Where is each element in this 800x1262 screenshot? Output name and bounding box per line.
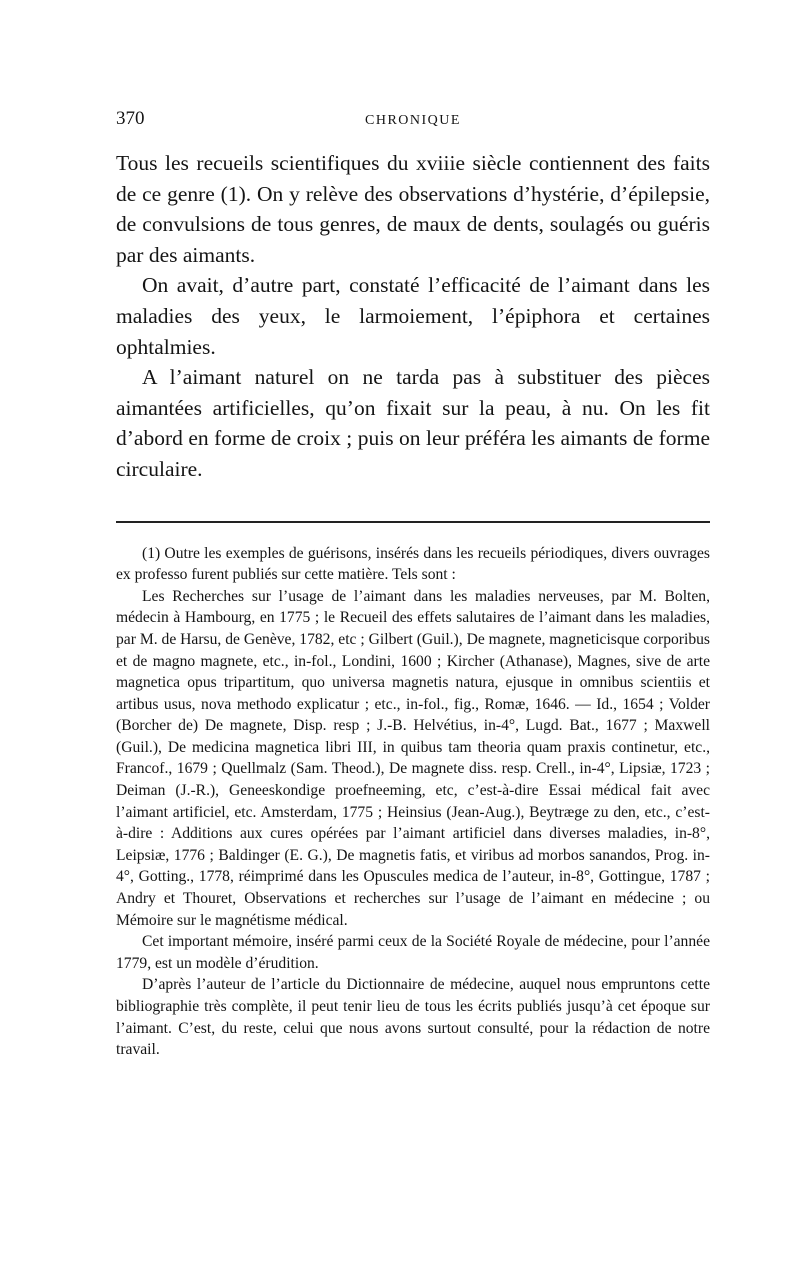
footnote-divider: [116, 521, 710, 523]
running-title: CHRONIQUE: [365, 113, 461, 128]
footnote-intro: (1) Outre les exemples de guérisons, insérés dans les recueils périodiques, divers ouvrages ex professo furent publiés sur cette matière. Tels sont :: [116, 544, 710, 584]
page-number: 370: [116, 108, 145, 129]
footnote-bibliography: Les Recherches sur l’usage de l’aimant dans les maladies nerveuses, par M. Bolten, médecin à Hambourg, en 1775 ; le Recueil des effets salutaires de l’aimant dans les maladies, par M. de Harsu, de Genève, 1782, etc ; Gilbert (Guil.), De magnete, magneticisque corporibus et de magno magnete, etc., in-fol., Londini, 1600 ; Kircher (Athanase), Magnes, sive de arte magnetica opus tripartitum, quo universa magnetis natura, ejusque in omnibus scientiis et artibus usus, nova methodo explicatur ; etc., in-fol., fig., Romæ, 1646. — Id., 1654 ; Volder (Borcher de) De magnete, Disp. resp ; J.-B. Helvétius, in-4°, Lugd. Bat., 1677 ; Maxwell (Guil.), De medicina magnetica libri III, in quibus tam theoria quam praxis continetur, etc., Francof., 1679 ; Quellmalz (Sam. Theod.), De magnete diss. resp. Crell., in-4°, Lipsiæ, 1723 ; Deiman (J.-R.), Geneeskondige proefneeming, etc, c’est-à-dire Essai médical fait avec l’aimant artificiel, etc. Amsterdam, 1775 ; Heinsius (Jean-Aug.), Beytræge zu den, etc., c’est-à-dire : Additions aux cures opérées par l’aimant artificiel dans diverses maladies, in-8°, Leipsiæ, 1776 ; Baldinger (E. G.), De magnetis fatis, et viribus ad morbos sanandos, Prog. in-4°, Gotting., 1778, réimprimé dans les Opuscules medica de l’auteur, in-8°, Gottingue, 1787 ; Andry et Thouret, Observations et recherches sur l’usage de l’aimant en médecine ; ou Mémoire sur le magnétisme médical.: [116, 587, 710, 929]
footnote-memoire: Cet important mémoire, inséré parmi ceux de la Société Royale de médecine, pour l’année 1779, est un modèle d’érudition.: [116, 933, 710, 972]
page: [116, 108, 710, 1061]
main-text: [116, 148, 710, 485]
page-header: [116, 108, 710, 138]
footnote-dictionnaire: D’après l’auteur de l’article du Dictionnaire de médecine, auquel nous empruntons cette bibliographie très complète, il peut tenir lieu de tous les écrits publiés jusqu’à cet époque sur l’aimant. C’est, du reste, celui que nous avons surtout consulté, pour la rédaction de notre travail.: [116, 976, 710, 1059]
paragraph-3: A l’aimant naturel on ne tarda pas à substituer des pièces aimantées artificielles, qu’on fixait sur la peau, à nu. On les fit d’abord en forme de croix ; puis on leur préféra les aimants de forme circulaire.: [116, 365, 710, 481]
paragraph-1: Tous les recueils scientifiques du xviiie siècle contiennent des faits de ce genre (1). On y relève des observations d’hystérie, d’épilepsie, de convulsions de tous genres, de maux de dents, soulagés ou guéris par des aimants.: [116, 151, 710, 267]
footnote: [116, 543, 710, 1061]
paragraph-2: On avait, d’autre part, constaté l’efficacité de l’aimant dans les maladies des yeux, le larmoiement, l’épiphora et certaines ophtalmies.: [116, 273, 710, 359]
